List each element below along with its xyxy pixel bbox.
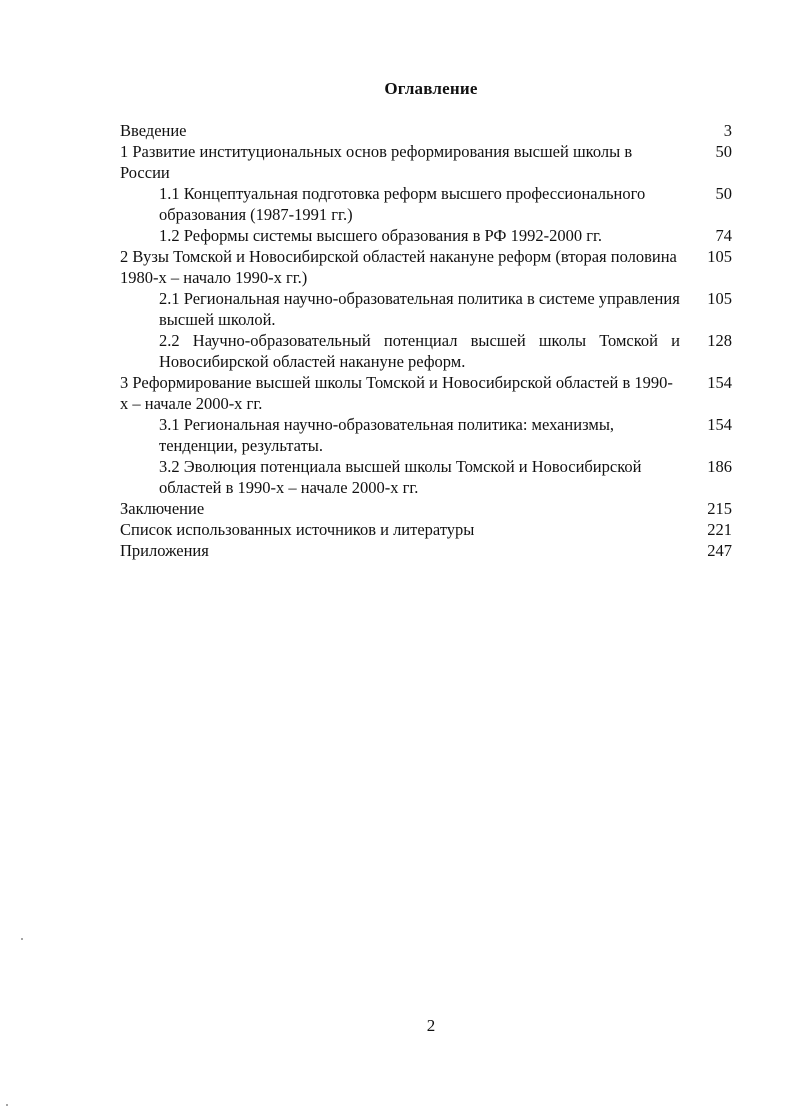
toc-entry-page: 221	[707, 520, 732, 539]
toc-heading: Оглавление	[384, 79, 478, 98]
toc-entry-text: 2 Вузы Томской и Новосибирской областей накануне реформ (вторая половина 1980-х – начало 1990-х гг.)	[120, 247, 677, 287]
toc-entry-page: 154	[707, 373, 732, 392]
toc-entry-page: 247	[707, 541, 732, 560]
toc-entry-text: Заключение	[120, 499, 205, 518]
toc-entry-appendices	[120, 540, 732, 561]
toc-entry-chapter-3	[120, 372, 732, 414]
toc-entry-text: 2.1 Региональная научно-образовательная политика в системе управления высшей школой.	[159, 289, 680, 329]
toc-entry-page: 154	[707, 415, 732, 434]
toc-entry-page: 74	[715, 226, 732, 245]
toc-entry-text: 1.2 Реформы системы высшего образования в РФ 1992-2000 гг.	[159, 226, 603, 245]
toc-entry-text: 3.2 Эволюция потенциала высшей школы Томской и Новосибирской областей в 1990-х – начале 2000-х гг.	[159, 457, 642, 497]
toc-entry-page: 105	[707, 247, 732, 266]
toc-entry-text: 1 Развитие институциональных основ реформирования высшей школы в России	[120, 142, 633, 182]
toc-entry-text: 3 Реформирование высшей школы Томской и Новосибирской областей в 1990-х – начале 2000-х гг.	[120, 373, 673, 413]
toc-entry-page: 186	[707, 457, 732, 476]
toc-entry-section-2-1	[120, 288, 732, 330]
toc-entry-text: 3.1 Региональная научно-образовательная политика: механизмы, тенденции, результаты.	[159, 415, 615, 455]
toc-entry-introduction	[120, 120, 732, 141]
toc-entry-page: 128	[707, 331, 732, 350]
toc-entry-text: Приложения	[120, 541, 209, 560]
toc-entry-section-3-1	[120, 414, 732, 456]
toc-entry-section-1-2	[120, 225, 732, 246]
toc-entry-section-3-2	[120, 456, 732, 498]
toc-entry-conclusion	[120, 498, 732, 519]
toc-entry-references	[120, 519, 732, 540]
toc-entry-text: Введение	[120, 121, 187, 140]
toc-entry-page: 215	[707, 499, 732, 518]
toc-entry-chapter-2	[120, 246, 732, 288]
scan-speck	[6, 1104, 8, 1106]
toc-entry-page: 3	[723, 121, 732, 140]
toc-entry-page: 50	[715, 184, 732, 203]
toc-entry-text: Список использованных источников и литературы	[120, 520, 475, 539]
toc-entry-section-2-2	[120, 330, 732, 372]
toc-entry-text: 1.1 Концептуальная подготовка реформ высшего профессионального образования (1987-1991 гг.)	[159, 184, 646, 224]
toc-entry-text: 2.2 Научно-образовательный потенциал высшей школы Томской и Новосибирской областей накануне реформ.	[159, 331, 680, 371]
toc-entry-section-1-1	[120, 183, 732, 225]
page-number: 2	[426, 1016, 436, 1035]
toc-entry-chapter-1	[120, 141, 732, 183]
scan-speck	[21, 938, 23, 940]
table-of-contents	[120, 120, 732, 561]
toc-entry-page: 105	[707, 289, 732, 308]
toc-entry-page: 50	[715, 142, 732, 161]
